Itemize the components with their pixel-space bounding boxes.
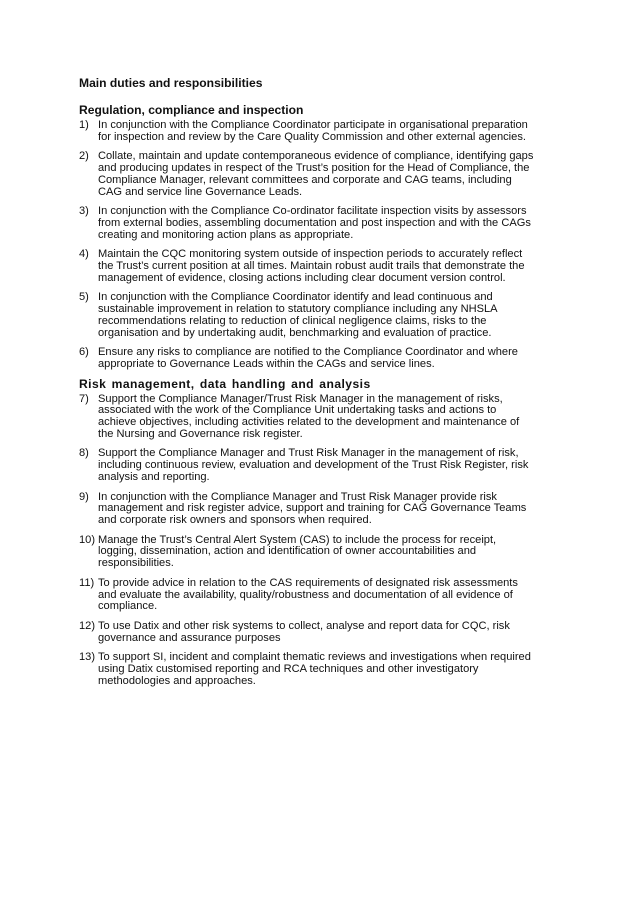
item-line: To provide advice in relation to the CAS requirements of designated risk assessments bbox=[98, 576, 518, 589]
section-heading: Risk management, data handling and analysis bbox=[79, 376, 371, 391]
duties-list bbox=[79, 394, 578, 688]
item-number: 13) bbox=[79, 651, 96, 664]
item-line: Compliance Manager, relevant committees and corporate and CAG teams, including bbox=[98, 173, 512, 186]
item-line: appropriate to Governance Leads within the CAGs and service lines. bbox=[98, 357, 435, 370]
list-item bbox=[79, 652, 578, 687]
list-item bbox=[79, 120, 578, 143]
item-line: and corporate risk owners and sponsors when required. bbox=[98, 513, 372, 526]
section-risk-management bbox=[79, 377, 578, 688]
page-title: Main duties and responsibilities bbox=[79, 76, 263, 90]
item-line: In conjunction with the Compliance Coordinator participate in organisational preparation bbox=[98, 119, 528, 131]
list-item bbox=[79, 292, 578, 339]
item-line: associated with the work of the Compliance Unit undertaking tasks and actions to bbox=[98, 404, 497, 417]
item-line: organisation and by undertaking audit, benchmarking and evaluation of practice. bbox=[98, 326, 492, 339]
item-line: In conjunction with the Compliance Manager and Trust Risk Manager provide risk bbox=[98, 490, 497, 503]
list-item bbox=[79, 206, 578, 241]
list-item bbox=[79, 394, 578, 441]
item-number: 12) bbox=[79, 619, 96, 632]
item-line: CAG and service line Governance Leads. bbox=[98, 185, 303, 198]
duties-list bbox=[79, 120, 578, 371]
item-line: management and risk register advice, support and training for CAG Governance Teams bbox=[98, 502, 527, 515]
item-line: To use Datix and other risk systems to collect, analyse and report data for CQC, risk bbox=[98, 619, 510, 632]
item-line: Ensure any risks to compliance are notified to the Compliance Coordinator and where bbox=[98, 346, 518, 359]
item-line: creating and monitoring action plans as appropriate. bbox=[98, 228, 354, 241]
list-item bbox=[79, 151, 578, 198]
item-line: recommendations relating to reduction of clinical negligence claims, risks to the bbox=[98, 314, 487, 327]
item-line: and evaluate the availability, quality/robustness and documentation of all evidence of bbox=[98, 588, 513, 601]
section-heading: Regulation, compliance and inspection bbox=[79, 103, 304, 117]
item-line: Maintain the CQC monitoring system outside of inspection periods to accurately reflect bbox=[98, 248, 523, 261]
list-item bbox=[79, 492, 578, 527]
item-number: 6) bbox=[79, 346, 89, 359]
item-line: To support SI, incident and complaint thematic reviews and investigations when required bbox=[98, 651, 531, 664]
item-number: 10) bbox=[79, 533, 96, 546]
list-item bbox=[79, 578, 578, 613]
list-item bbox=[79, 249, 578, 284]
item-line: governance and assurance purposes bbox=[98, 631, 281, 644]
item-number: 4) bbox=[79, 248, 89, 261]
item-line: compliance. bbox=[98, 600, 158, 613]
item-number: 9) bbox=[79, 490, 89, 503]
item-line: methodologies and approaches. bbox=[98, 674, 256, 687]
item-line: and producing updates in respect of the Trust’s position for the Head of Compliance, the bbox=[98, 162, 530, 175]
item-line: using Datix customised reporting and RCA techniques and other investigatory bbox=[98, 663, 479, 676]
item-line: In conjunction with the Compliance Coordinator identify and lead continuous and bbox=[98, 291, 493, 304]
item-line: responsibilities. bbox=[98, 557, 174, 570]
item-line: from external bodies, assembling documentation and post inspection and with the CAGs bbox=[98, 216, 531, 229]
list-item bbox=[79, 448, 578, 483]
item-number: 2) bbox=[79, 150, 89, 163]
item-number: 8) bbox=[79, 447, 89, 460]
item-number: 11) bbox=[79, 576, 95, 589]
item-line: including continuous review, evaluation and development of the Trust Risk Register, risk bbox=[98, 459, 529, 472]
item-line: achieve objectives, including activities related to the development and maintenance of bbox=[98, 416, 520, 429]
item-line: Collate, maintain and update contemporaneous evidence of compliance, identifying gaps bbox=[98, 150, 534, 163]
item-number: 7) bbox=[79, 392, 89, 405]
item-line: Manage the Trust’s Central Alert System (CAS) to include the process for receipt, bbox=[98, 533, 497, 546]
list-item bbox=[79, 347, 578, 370]
section-regulation bbox=[79, 103, 578, 371]
item-line: Support the Compliance Manager/Trust Risk Manager in the management of risks, bbox=[98, 392, 503, 405]
item-line: the Nursing and Governance risk register. bbox=[98, 427, 303, 440]
item-line: logging, dissemination, action and identification of owner accountabilities and bbox=[98, 545, 477, 558]
item-line: management of evidence, closing actions including clear document version control. bbox=[98, 271, 506, 284]
item-line: analysis and reporting. bbox=[98, 470, 210, 483]
list-item bbox=[79, 621, 578, 644]
item-line: In conjunction with the Compliance Co-ordinator facilitate inspection visits by assessors bbox=[98, 205, 527, 218]
item-number: 3) bbox=[79, 205, 89, 218]
item-line: the Trust’s current position at all times. Maintain robust audit trails that demonstrate the bbox=[98, 260, 525, 273]
item-line: Support the Compliance Manager and Trust Risk Manager in the management of risk, bbox=[98, 447, 519, 460]
item-line: for inspection and review by the Care Quality Commission and other external agencies. bbox=[98, 130, 526, 143]
list-item bbox=[79, 535, 578, 570]
item-line: sustainable improvement in relation to statutory compliance including any NHSLA bbox=[98, 303, 498, 316]
item-number: 1) bbox=[79, 119, 89, 131]
item-number: 5) bbox=[79, 291, 89, 304]
